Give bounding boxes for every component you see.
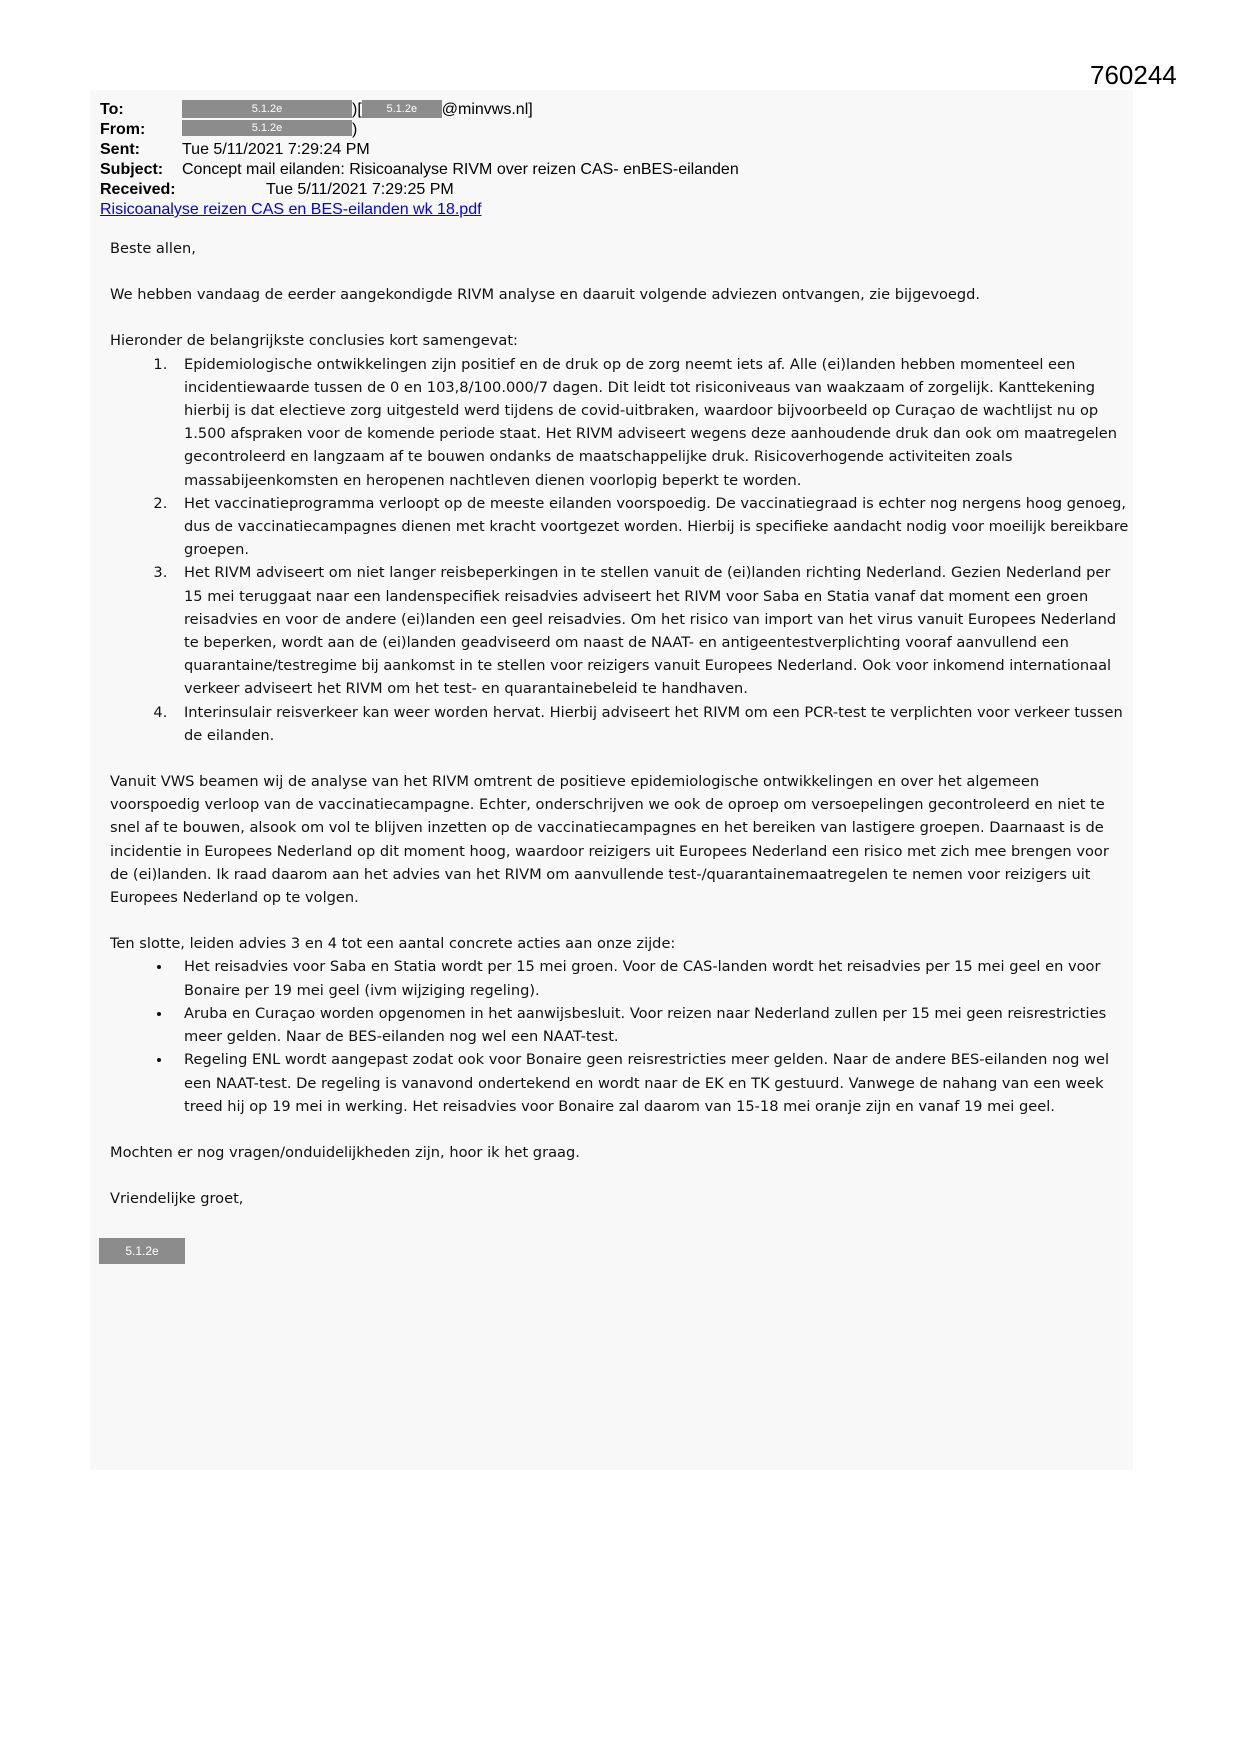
sent-value: Tue 5/11/2021 7:29:24 PM [182,141,370,158]
email-body [110,237,1130,1233]
received-value: Tue 5/11/2021 7:29:25 PM [266,181,454,198]
list-item: 1. Epidemiologische ontwikkelingen zijn positief en de druk op de zorg neemt iets af. Alle (ei)landen hebben momenteel een incidentiewaarde tussen de 0 en 103,8/100.000/7 dagen. Dit leidt tot risiconiveaus van waakzaam of zorgelijk. Kanttekening hierbij is dat electieve zorg uitgesteld werd tijdens de covid-uitbraken, waardoor bijvoorbeeld op Curaçao de wachtlijst nu op 1.500 afspraken voor de komende periode staat. Het RIVM adviseert wegens deze aanhoudende druk dan ook om maatregelen gecontroleerd en langzaam af te bouwen ondanks de maatschappelijke druk. Risicoverhogende activiteiten zoals massabijeenkomsten en heropenen nachtleven dienen voorlopig beperkt te worden. [172,353,1130,492]
to-separator: )[ [352,101,362,118]
actions-intro: Ten slotte, leiden advies 3 en 4 tot een aantal concrete acties aan onze zijde: [110,935,676,953]
summary-intro: Hieronder de belangrijkste conclusies kort samengevat: [110,332,518,350]
attachment-link[interactable]: Risicoanalyse reizen CAS en BES-eilanden wk 18.pdf [100,201,482,218]
list-item: 3. Het RIVM adviseert om niet langer reisbeperkingen in te stellen vanuit de (ei)landen richting Nederland. Gezien Nederland per 15 mei teruggaat naar een landenspecifiek reisadvies adviseert het RIVM voor Saba en Statia vanaf dat moment een groen reisadvies en voor de andere (ei)landen een geel reisadvies. Om het risico van import van het virus vanuit Europees Nederland te beperken, wordt aan de (ei)landen geadviseerd om naast de NAAT- en antigeentestverplichting vooraf aanvullend een quarantaine/testregime bij aankomst in te stellen voor reizigers vanuit Europees Nederland. Ook voor inkomend internationaal verkeer adviseert het RIVM om het test- en quarantainebeleid te handhaven. [172,561,1130,700]
to-row [100,100,533,120]
from-label: From: [100,121,146,138]
paragraph-1: We hebben vandaag de eerder aangekondigde RIVM analyse en daaruit volgende adviezen ontvangen, zie bijgevoegd. [110,286,981,304]
from-row [100,120,482,140]
subject-value: Concept mail eilanden: Risicoanalyse RIVM over reizen CAS- enBES-eilanden [182,161,739,178]
conclusions-list [110,353,1130,747]
subject-label: Subject: [100,161,164,178]
list-item: 4. Interinsulair reisverkeer kan weer worden hervat. Hierbij adviseert het RIVM om een PCR-test te verplichten voor verkeer tussen de eilanden. [172,701,1130,747]
redaction-from: 5.1.2e [182,120,352,136]
sent-label: Sent: [100,141,140,158]
subject-row [100,160,739,180]
received-label: Received: [100,181,176,198]
closing: Vriendelijke groet, [110,1190,244,1208]
from-close: ) [352,121,358,138]
from-value [182,120,357,140]
list-item: 2. Het vaccinatieprogramma verloopt op de meeste eilanden voorspoedig. De vaccinatiegraad is echter nog nergens hoog genoeg, dus de vaccinatiecampagnes dienen met kracht voortgezet worden. Hierbij is specifieke aandacht nodig voor moeilijk bereikbare groepen. [172,492,1130,562]
greeting: Beste allen, [110,240,196,257]
to-value [182,100,533,120]
received-row [100,180,482,200]
list-item: • Aruba en Curaçao worden opgenomen in het aanwijsbesluit. Voor reizen naar Nederland zullen per 15 mei geen reisrestricties meer gelden. Naar de BES-eilanden nog wel een NAAT-test. [172,1002,1130,1048]
actions-list [110,955,1130,1117]
to-label: To: [100,101,124,118]
list-item: • Het reisadvies voor Saba en Statia wordt per 15 mei groen. Voor de CAS-landen wordt het reisadvies per 15 mei geel en voor Bonaire per 19 mei geel (ivm wijziging regeling). [172,955,1130,1001]
list-item: • Regeling ENL wordt aangepast zodat ook voor Bonaire geen reisrestricties meer gelden. Naar de andere BES-eilanden nog wel een NAAT-test. De regeling is vanavond ondertekend en wordt naar de EK en TK gestuurd. Vanwege de nahang van een week treed hij op 19 mei in werking. Het reisadvies voor Bonaire zal daarom van 15-18 mei oranje zijn en vanaf 19 mei geel. [172,1048,1130,1118]
redaction-to-2: 5.1.2e [362,100,442,118]
redaction-signature: 5.1.2e [99,1238,185,1264]
to-domain: @minvws.nl] [441,101,533,118]
email-header [100,100,739,220]
paragraph-3: Mochten er nog vragen/onduidelijkheden zijn, hoor ik het graag. [110,1143,580,1161]
redaction-to-1: 5.1.2e [182,100,352,118]
attachment-row [100,200,482,220]
paragraph-2: Vanuit VWS beamen wij de analyse van het RIVM omtrent de positieve epidemiologische ontwikkelingen en over het algemeen voorspoedig verloop van de vaccinatiecampagne. Echter, onderschrijven we ook de oproep om versoepelingen gecontroleerd en niet te snel af te bouwen, alsook om vol te blijven inzetten op de vaccinatiecampagnes en het bereiken van lastigere groepen. Daarnaast is de incidentie in Europees Nederland op dit moment hoog, waardoor reizigers uit Europees Nederland een risico met zich mee brengen voor de (ei)landen. Ik raad daarom aan het advies van het RIVM om aanvullende test-/quarantainemaatregelen te nemen voor reizigers uit Europees Nederland op te volgen. [110,773,1109,907]
document-id: 760244 [1090,60,1177,90]
sent-row [100,140,482,160]
